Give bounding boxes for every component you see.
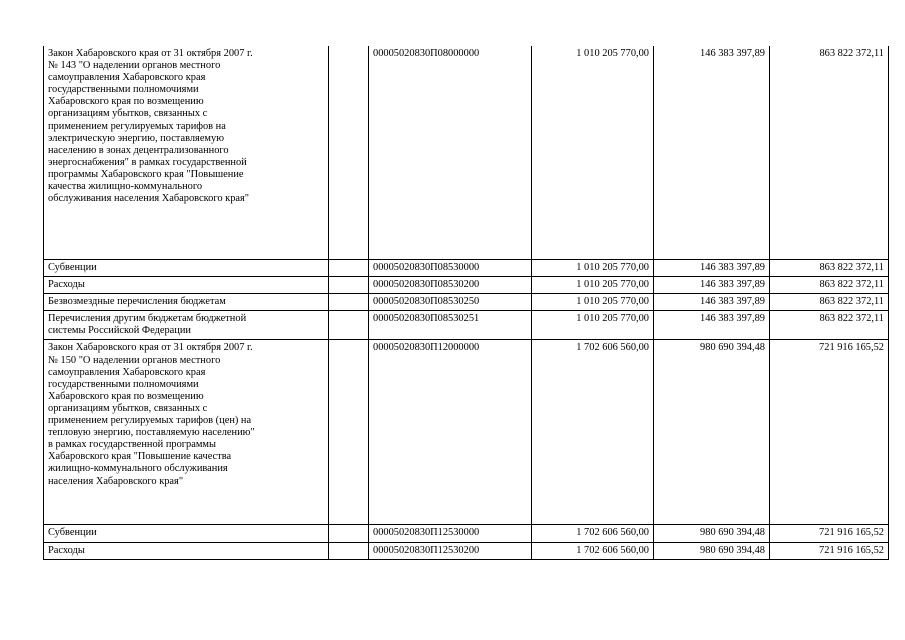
- item-name-line: Хабаровского края "Повышение качества: [48, 451, 232, 463]
- cell-empty: [329, 294, 369, 311]
- cell-budget-code: 00005020830П08530250: [369, 294, 532, 311]
- item-name-line: организациям убытков, связанных с: [48, 108, 208, 120]
- item-name-line: Хабаровского края по возмещению: [48, 96, 204, 108]
- table-row: [44, 542, 889, 559]
- cell-executed-amount: 146 383 397,89: [654, 294, 770, 311]
- cell-empty: [329, 340, 369, 525]
- cell-approved-amount: 1 010 205 770,00: [532, 294, 654, 311]
- item-name-line: самоуправления Хабаровского края: [48, 366, 206, 378]
- cell-empty: [329, 542, 369, 559]
- table-row: [44, 46, 889, 260]
- item-name-line: Безвозмездные перечисления бюджетам: [48, 296, 226, 308]
- cell-remaining-amount: 721 916 165,52: [770, 542, 889, 559]
- table-body: [44, 46, 889, 559]
- item-name-line: программы Хабаровского края "Повышение: [48, 168, 244, 180]
- cell-executed-amount: 980 690 394,48: [654, 340, 770, 525]
- cell-executed-amount: 146 383 397,89: [654, 260, 770, 277]
- item-name-line: № 150 "О наделении органов местного: [48, 354, 221, 366]
- cell-budget-code: 00005020830П08000000: [369, 46, 532, 260]
- item-name-line: Субвенции: [48, 262, 97, 273]
- item-name-line: применением регулируемых тарифов (цен) на: [48, 415, 252, 427]
- item-name-line: самоуправления Хабаровского края: [48, 72, 206, 84]
- cell-item-name: [44, 525, 329, 542]
- item-name-line: Перечисления другим бюджетам бюджетной: [48, 313, 247, 325]
- cell-budget-code: 00005020830П08530000: [369, 260, 532, 277]
- item-name-line: Хабаровского края по возмещению: [48, 390, 204, 402]
- cell-item-name: [44, 294, 329, 311]
- item-name-line: энергоснабжения" в рамках государственной: [48, 156, 247, 168]
- cell-executed-amount: 146 383 397,89: [654, 46, 770, 260]
- cell-empty: [329, 277, 369, 294]
- item-name-line: № 143 "О наделении органов местного: [48, 60, 221, 72]
- cell-remaining-amount: 863 822 372,11: [770, 277, 889, 294]
- cell-item-name: [44, 340, 329, 525]
- cell-approved-amount: 1 010 205 770,00: [532, 260, 654, 277]
- item-name-line: организациям убытков, связанных с: [48, 402, 208, 414]
- cell-approved-amount: 1 702 606 560,00: [532, 525, 654, 542]
- cell-executed-amount: 980 690 394,48: [654, 525, 770, 542]
- table-row: [44, 340, 889, 525]
- item-name-line: Закон Хабаровского края от 31 октября 2007 г.: [48, 48, 253, 59]
- item-name-line: населению в зонах децентрализованного: [48, 144, 229, 156]
- item-name-line: государственными полномочиями: [48, 378, 199, 390]
- cell-executed-amount: 146 383 397,89: [654, 311, 770, 340]
- item-name-line: жилищно-коммунального обслуживания: [48, 463, 228, 475]
- item-name-line: государственными полномочиями: [48, 84, 199, 96]
- cell-executed-amount: 980 690 394,48: [654, 542, 770, 559]
- table-row: [44, 525, 889, 542]
- item-name-line: населения Хабаровского края": [48, 475, 184, 487]
- item-name-line: в рамках государственной программы: [48, 439, 216, 451]
- table-row: [44, 294, 889, 311]
- cell-item-name: [44, 260, 329, 277]
- cell-item-name: [44, 46, 329, 260]
- cell-approved-amount: 1 010 205 770,00: [532, 46, 654, 260]
- table-row: [44, 277, 889, 294]
- cell-remaining-amount: 721 916 165,52: [770, 525, 889, 542]
- cell-remaining-amount: 863 822 372,11: [770, 294, 889, 311]
- cell-budget-code: 00005020830П08530251: [369, 311, 532, 340]
- cell-empty: [329, 46, 369, 260]
- cell-remaining-amount: 863 822 372,11: [770, 311, 889, 340]
- cell-budget-code: 00005020830П12530200: [369, 542, 532, 559]
- table-row: [44, 260, 889, 277]
- item-name-line: Расходы: [48, 544, 85, 556]
- cell-budget-code: 00005020830П12000000: [369, 340, 532, 525]
- table-row: [44, 311, 889, 340]
- item-name-line: применением регулируемых тарифов на: [48, 120, 226, 132]
- item-name-line: тепловую энергию, поставляемую населению": [48, 427, 255, 439]
- cell-item-name: [44, 542, 329, 559]
- cell-empty: [329, 260, 369, 277]
- cell-item-name: [44, 311, 329, 340]
- cell-empty: [329, 311, 369, 340]
- item-name-line: обслуживания населения Хабаровского края": [48, 193, 250, 205]
- cell-executed-amount: 146 383 397,89: [654, 277, 770, 294]
- item-name-line: Расходы: [48, 279, 85, 291]
- cell-approved-amount: 1 702 606 560,00: [532, 542, 654, 559]
- item-name-line: системы Российской Федерации: [48, 325, 191, 337]
- cell-approved-amount: 1 010 205 770,00: [532, 277, 654, 294]
- cell-remaining-amount: 721 916 165,52: [770, 340, 889, 525]
- budget-execution-table: [43, 46, 889, 560]
- cell-remaining-amount: 863 822 372,11: [770, 260, 889, 277]
- item-name-line: электрическую энергию, поставляемую: [48, 132, 224, 144]
- cell-budget-code: 00005020830П08530200: [369, 277, 532, 294]
- item-name-line: Закон Хабаровского края от 31 октября 2007 г.: [48, 342, 253, 354]
- cell-empty: [329, 525, 369, 542]
- cell-remaining-amount: 863 822 372,11: [770, 46, 889, 260]
- item-name-line: Субвенции: [48, 527, 97, 539]
- item-name-line: качества жилищно-коммунального: [48, 181, 203, 193]
- cell-budget-code: 00005020830П12530000: [369, 525, 532, 542]
- cell-item-name: [44, 277, 329, 294]
- cell-approved-amount: 1 010 205 770,00: [532, 311, 654, 340]
- cell-approved-amount: 1 702 606 560,00: [532, 340, 654, 525]
